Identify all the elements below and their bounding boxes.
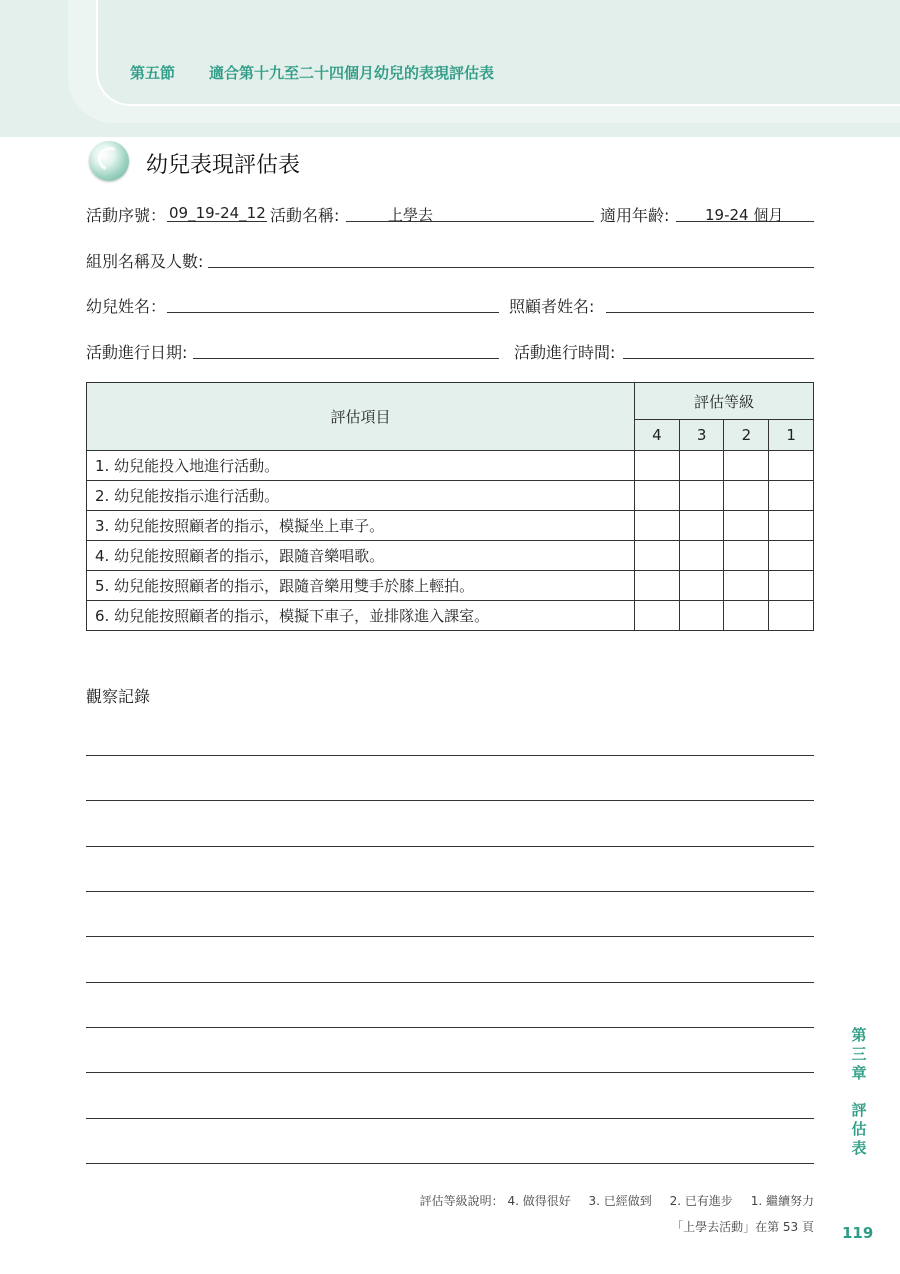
observation-line[interactable]	[86, 982, 814, 983]
grade-checkbox-2[interactable]	[724, 451, 769, 481]
table-row	[87, 481, 814, 511]
item-text: 6. 幼兒能按照顧者的指示，模擬下車子，並排隊進入課室。	[87, 601, 635, 631]
grade-checkbox-1[interactable]	[769, 451, 814, 481]
observation-label: 觀察記錄	[86, 687, 151, 706]
date-field[interactable]	[193, 358, 499, 359]
time-field[interactable]	[623, 358, 814, 359]
section-heading	[130, 62, 494, 83]
grade-checkbox-2[interactable]	[724, 571, 769, 601]
chapter-char: 三	[851, 1045, 867, 1063]
grade-checkbox-4[interactable]	[634, 481, 679, 511]
legend-item: 3. 已經做到	[588, 1194, 652, 1208]
grade-checkbox-3[interactable]	[679, 541, 724, 571]
chapter-char: 章	[851, 1064, 867, 1082]
table-row	[87, 601, 814, 631]
group-label: 組別名稱及人數:	[86, 252, 204, 271]
grade-2-header: 2	[724, 420, 769, 451]
age-value: 19-24 個月	[705, 206, 784, 224]
grade-checkbox-1[interactable]	[769, 481, 814, 511]
grade-checkbox-1[interactable]	[769, 511, 814, 541]
caregiver-field[interactable]	[606, 312, 814, 313]
group-field[interactable]	[208, 267, 814, 268]
observation-line[interactable]	[86, 1072, 814, 1073]
activity-no-label: 活動序號：	[86, 206, 167, 225]
grade-checkbox-1[interactable]	[769, 571, 814, 601]
grade-checkbox-4[interactable]	[634, 601, 679, 631]
grade-checkbox-3[interactable]	[679, 451, 724, 481]
item-header: 評估項目	[87, 383, 635, 451]
page-number: 119	[842, 1224, 874, 1242]
grade-checkbox-3[interactable]	[679, 571, 724, 601]
chapter-name-char: 估	[851, 1120, 867, 1138]
item-text: 5. 幼兒能按照顧者的指示，跟隨音樂用雙手於膝上輕拍。	[87, 571, 635, 601]
chapter-name-char: 表	[851, 1139, 867, 1157]
observation-line[interactable]	[86, 1027, 814, 1028]
observation-line[interactable]	[86, 891, 814, 892]
caregiver-label: 照顧者姓名:	[509, 297, 595, 316]
activity-no-value: 09_19-24_12	[169, 204, 266, 222]
grade-1-header: 1	[769, 420, 814, 451]
item-text: 1. 幼兒能投入地進行活動。	[87, 451, 635, 481]
observation-line[interactable]	[86, 800, 814, 801]
table-row	[87, 571, 814, 601]
grade-checkbox-3[interactable]	[679, 511, 724, 541]
header-tab	[96, 0, 900, 106]
chapter-char: 第	[851, 1026, 867, 1044]
section-title: 適合第十九至二十四個月幼兒的表現評估表	[209, 64, 495, 82]
date-label: 活動進行日期:	[86, 343, 188, 362]
item-text: 3. 幼兒能按照顧者的指示，模擬坐上車子。	[87, 511, 635, 541]
item-text: 4. 幼兒能按照顧者的指示，跟隨音樂唱歌。	[87, 541, 635, 571]
observation-line[interactable]	[86, 936, 814, 937]
table-row	[87, 511, 814, 541]
grade-checkbox-2[interactable]	[724, 511, 769, 541]
activity-name-underline	[346, 221, 594, 222]
grade-checkbox-4[interactable]	[634, 571, 679, 601]
evaluation-table	[86, 382, 814, 631]
form-title: 幼兒表現評估表	[146, 153, 301, 178]
grade-checkbox-4[interactable]	[634, 511, 679, 541]
table-row	[87, 541, 814, 571]
grade-checkbox-1[interactable]	[769, 541, 814, 571]
chapter-name-char: 評	[851, 1101, 867, 1119]
grade-checkbox-4[interactable]	[634, 451, 679, 481]
grade-checkbox-4[interactable]	[634, 541, 679, 571]
item-text: 2. 幼兒能按指示進行活動。	[87, 481, 635, 511]
observation-line[interactable]	[86, 846, 814, 847]
grade-checkbox-2[interactable]	[724, 541, 769, 571]
grade-checkbox-2[interactable]	[724, 481, 769, 511]
grade-checkbox-1[interactable]	[769, 601, 814, 631]
child-name-field[interactable]	[167, 312, 499, 313]
grade-3-header: 3	[679, 420, 724, 451]
table-row	[87, 451, 814, 481]
legend-item: 2. 已有進步	[669, 1194, 733, 1208]
chapter-side-tab	[849, 1026, 869, 1158]
grade-checkbox-3[interactable]	[679, 601, 724, 631]
grade-legend	[420, 1192, 814, 1209]
grade-header: 評估等級	[634, 383, 813, 420]
grade-4-header: 4	[634, 420, 679, 451]
grade-checkbox-3[interactable]	[679, 481, 724, 511]
activity-name-value: 上學去	[388, 206, 434, 224]
section-number: 第五節	[130, 64, 176, 82]
age-label: 適用年齡:	[600, 206, 670, 225]
child-name-label: 幼兒姓名：	[86, 297, 167, 316]
page-reference: 「上學去活動」在第 53 頁	[671, 1220, 814, 1234]
observation-line[interactable]	[86, 1118, 814, 1119]
bubble-icon	[89, 141, 129, 181]
grade-checkbox-2[interactable]	[724, 601, 769, 631]
legend-item: 4. 做得很好	[507, 1194, 571, 1208]
legend-label: 評估等級說明：	[419, 1194, 504, 1208]
time-label: 活動進行時間:	[514, 343, 616, 362]
observation-line[interactable]	[86, 755, 814, 756]
activity-name-label: 活動名稱:	[270, 206, 340, 225]
observation-line[interactable]	[86, 1163, 814, 1164]
legend-item: 1. 繼續努力	[750, 1194, 814, 1208]
